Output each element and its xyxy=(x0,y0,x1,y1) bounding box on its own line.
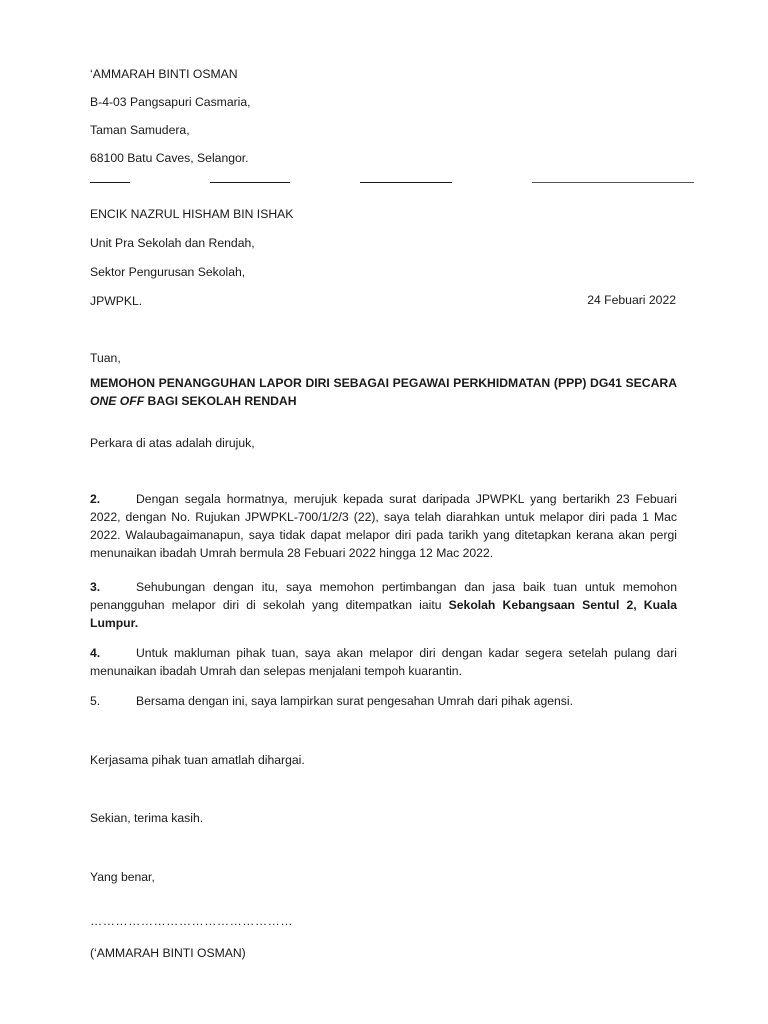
paragraph-2 xyxy=(90,490,677,562)
paragraph-5 xyxy=(90,692,677,710)
sender-address-line-2: Taman Samudera, xyxy=(90,123,190,137)
sender-block xyxy=(90,64,251,176)
paragraph-3-school: Sekolah Kebangsaan Sentul 2, Kuala Lumpur xyxy=(90,598,677,630)
paragraph-4 xyxy=(90,644,677,680)
closing-signoff: Yang benar, xyxy=(90,870,155,884)
subject-heading xyxy=(90,374,677,410)
letter-date: 24 Febuari 2022 xyxy=(587,293,676,307)
paragraph-4-number: 4. xyxy=(90,646,101,660)
closing-thanks: Sekian, terima kasih. xyxy=(90,811,204,825)
closing-appreciation: Kerjasama pihak tuan amatlah dihargai. xyxy=(90,753,305,767)
paragraph-5-text: Bersama dengan ini, saya lampirkan surat pengesahan Umrah dari pihak agensi. xyxy=(136,694,573,708)
recipient-line-3: JPWPKL. xyxy=(90,294,143,308)
paragraph-3-number: 3. xyxy=(90,580,101,594)
sender-address-line-1: B-4-03 Pangsapuri Casmaria, xyxy=(90,95,251,109)
paragraph-5-number: 5. xyxy=(90,694,101,708)
recipient-line-2: Sektor Pengurusan Sekolah, xyxy=(90,265,246,279)
paragraph-3-text: Sehubungan dengan itu, saya memohon pertimbangan dan jasa baik tuan untuk memohon penangguhan melapor diri di sekolah yang ditempatkan iaitu xyxy=(90,580,677,612)
paragraph-4-text: Untuk makluman pihak tuan, saya akan melapor diri dengan kadar segera setelah pulang dari menunaikan ibadah Umrah dan selepas menjalani tempoh kuarantin. xyxy=(90,646,677,678)
recipient-block xyxy=(90,204,293,320)
reference-line: Perkara di atas adalah dirujuk, xyxy=(90,436,255,450)
paragraph-3 xyxy=(90,578,677,632)
signature-name: (‘AMMARAH BINTI OSMAN) xyxy=(90,946,246,960)
subject-part-3: BAGI SEKOLAH RENDAH xyxy=(144,394,297,408)
paragraph-3-end: . xyxy=(134,616,139,630)
paragraph-2-text: Dengan segala hormatnya, merujuk kepada surat daripada JPWPKL yang bertarikh 23 Febuari 2022, dengan No. Rujukan JPWPKL-700/1/2/3 (22), saya telah diarahkan untuk melapor diri pada 1 Mac 2022. Walaubagaimanapun, saya tidak dapat melapor diri pada tarikh yang ditetapkan kerana akan pergi menunaikan ibadah Umrah bermula 28 Febuari 2022 hingga 12 Mac 2022. xyxy=(90,492,677,560)
salutation: Tuan, xyxy=(90,351,121,365)
sender-address-line-3: 68100 Batu Caves, Selangor. xyxy=(90,151,249,165)
subject-part-1: MEMOHON PENANGGUHAN LAPOR DIRI SEBAGAI PEGAWAI PERKHIDMATAN (PPP) DG41 SECARA xyxy=(90,376,677,390)
recipient-name: ENCIK NAZRUL HISHAM BIN ISHAK xyxy=(90,207,294,221)
subject-italic: ONE OFF xyxy=(90,394,145,408)
recipient-line-1: Unit Pra Sekolah dan Rendah, xyxy=(90,236,255,250)
sender-name: ‘AMMARAH BINTI OSMAN xyxy=(90,67,238,81)
paragraph-2-number: 2. xyxy=(90,492,101,506)
signature-line: ………………………………………… xyxy=(90,914,293,928)
